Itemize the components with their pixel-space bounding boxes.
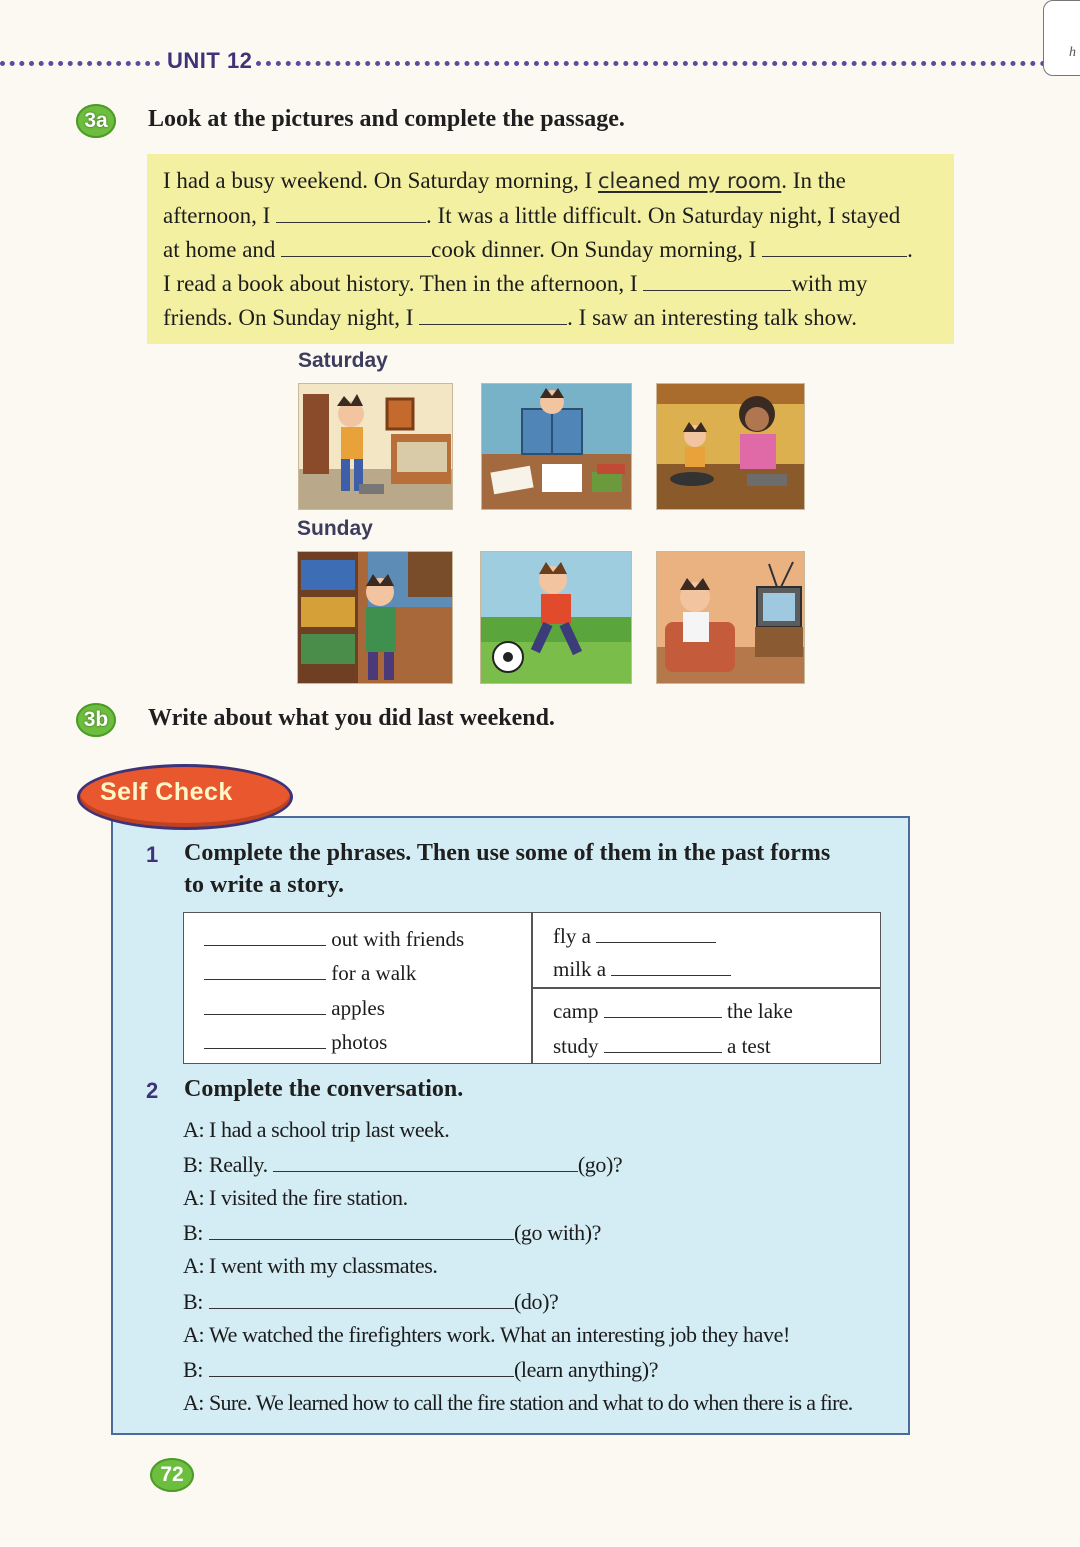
- answer-blank[interactable]: [762, 236, 907, 257]
- line-text: We watched the firefighters work. What an interesting job they have!: [209, 1322, 790, 1347]
- answer-blank[interactable]: [281, 236, 431, 257]
- verb-hint: (do)?: [514, 1289, 559, 1314]
- picture-cook-dinner: [656, 383, 805, 510]
- phrase-text: photos: [331, 1030, 388, 1054]
- passage-text: afternoon, I: [163, 203, 277, 228]
- badge-3a: 3a: [76, 104, 116, 138]
- speaker-label: A:: [183, 1322, 205, 1347]
- answer-blank[interactable]: [611, 955, 731, 976]
- passage-text: with my: [791, 271, 868, 296]
- answer-blank[interactable]: [604, 1032, 722, 1053]
- phrase-text: study: [553, 1034, 599, 1058]
- header-dots-left: [0, 61, 160, 66]
- question-2-number: 2: [146, 1078, 159, 1103]
- verb-hint: (go)?: [577, 1152, 623, 1177]
- passage-line-4: [163, 270, 867, 297]
- instruction-3a: Look at the pictures and complete the passage.: [148, 106, 625, 132]
- phrase-text: milk a: [553, 957, 607, 981]
- self-check-title: Self Check: [100, 778, 233, 806]
- conversation-line: [183, 1151, 622, 1178]
- phrase-row: [204, 994, 385, 1021]
- question-1-number: 1: [146, 842, 159, 867]
- passage-text: cook dinner. On Sunday morning, I: [431, 237, 763, 262]
- conversation-line: [183, 1117, 449, 1143]
- question-1-line-2: to write a story.: [184, 872, 344, 898]
- day-label-sunday: Sunday: [297, 517, 373, 540]
- line-text: I visited the fire station.: [209, 1185, 408, 1210]
- answer-blank[interactable]: [209, 1288, 514, 1309]
- phrase-row: [553, 922, 716, 949]
- passage-box: [147, 154, 954, 344]
- passage-line-2: [163, 202, 900, 229]
- phrase-row: [553, 1032, 771, 1059]
- passage-text: at home and: [163, 237, 282, 262]
- page-number: 72: [150, 1458, 194, 1492]
- conversation-line: [183, 1253, 438, 1279]
- picture-watch-tv: [656, 551, 805, 684]
- phrase-text: apples: [331, 996, 385, 1020]
- phrase-row: [204, 925, 464, 952]
- table-divider: [531, 987, 880, 989]
- phrase-row: [553, 997, 793, 1024]
- line-text: Really.: [209, 1152, 268, 1177]
- answer-blank[interactable]: [273, 1151, 578, 1172]
- conversation-line: [183, 1288, 558, 1315]
- tab-letter: h: [1069, 45, 1076, 60]
- unit-title: UNIT 12: [164, 48, 255, 74]
- passage-text: . In the: [781, 168, 846, 193]
- answer-blank[interactable]: [204, 994, 326, 1015]
- phrase-row: [204, 1028, 387, 1055]
- conversation-line: [183, 1185, 408, 1211]
- speaker-label: A:: [183, 1185, 205, 1210]
- verb-hint: (go with)?: [514, 1220, 602, 1245]
- passage-line-5: [163, 304, 857, 331]
- phrase-table: [183, 912, 881, 1064]
- picture-clean-room: [298, 383, 453, 510]
- speaker-label: B:: [183, 1357, 203, 1382]
- answer-blank[interactable]: [209, 1356, 514, 1377]
- instruction-3b: Write about what you did last weekend.: [148, 705, 555, 731]
- answer-blank[interactable]: [596, 922, 716, 943]
- answer-blank[interactable]: [643, 270, 791, 291]
- passage-text: I had a busy weekend. On Saturday morning, I: [163, 168, 598, 193]
- answer-blank[interactable]: [209, 1219, 514, 1240]
- badge-3b: 3b: [76, 703, 116, 737]
- picture-play-soccer: [480, 551, 632, 684]
- phrase-row: [204, 959, 416, 986]
- header-dots-right: [256, 61, 1056, 66]
- answer-blank[interactable]: [419, 304, 567, 325]
- line-text: I had a school trip last week.: [209, 1117, 450, 1142]
- phrase-text: for a walk: [331, 961, 417, 985]
- question-2-title: Complete the conversation.: [184, 1076, 464, 1102]
- speaker-label: A:: [183, 1390, 204, 1415]
- verb-hint: (learn anything)?: [514, 1357, 659, 1382]
- phrase-text: the lake: [726, 999, 793, 1023]
- sample-answer: cleaned my room: [597, 169, 782, 193]
- page-edge-tab: [1043, 0, 1080, 76]
- picture-library: [297, 551, 453, 684]
- speaker-label: A:: [183, 1117, 205, 1142]
- line-text: Sure. We learned how to call the fire station and what to do when there is a fire.: [209, 1390, 853, 1415]
- line-text: I went with my classmates.: [209, 1253, 438, 1278]
- answer-blank[interactable]: [204, 1028, 326, 1049]
- answer-blank[interactable]: [604, 997, 722, 1018]
- phrase-text: camp: [553, 999, 599, 1023]
- conversation-line: [183, 1322, 790, 1348]
- passage-line-3: [163, 236, 913, 263]
- passage-text: friends. On Sunday night, I: [163, 305, 420, 330]
- speaker-label: B:: [183, 1289, 203, 1314]
- phrase-text: out with friends: [331, 927, 465, 951]
- speaker-label: B:: [183, 1220, 203, 1245]
- self-check-title-badge: [77, 764, 293, 830]
- phrase-text: fly a: [553, 924, 591, 948]
- answer-blank[interactable]: [276, 202, 426, 223]
- phrase-text: a test: [727, 1034, 771, 1058]
- speaker-label: B:: [183, 1152, 203, 1177]
- conversation-line: [183, 1356, 658, 1383]
- passage-text: I read a book about history. Then in the afternoon, I: [163, 271, 644, 296]
- phrase-row: [553, 955, 731, 982]
- question-1-line-1: Complete the phrases. Then use some of them in the past forms: [184, 840, 831, 866]
- conversation-line: [183, 1219, 601, 1246]
- speaker-label: A:: [183, 1253, 205, 1278]
- answer-blank[interactable]: [204, 925, 326, 946]
- picture-homework: [481, 383, 632, 510]
- passage-text: .: [907, 237, 913, 262]
- answer-blank[interactable]: [204, 959, 326, 980]
- passage-line-1: [163, 168, 846, 194]
- day-label-saturday: Saturday: [298, 349, 388, 372]
- passage-text: . It was a little difficult. On Saturday night, I stayed: [426, 203, 901, 228]
- passage-text: . I saw an interesting talk show.: [567, 305, 857, 330]
- conversation-line: [183, 1390, 853, 1416]
